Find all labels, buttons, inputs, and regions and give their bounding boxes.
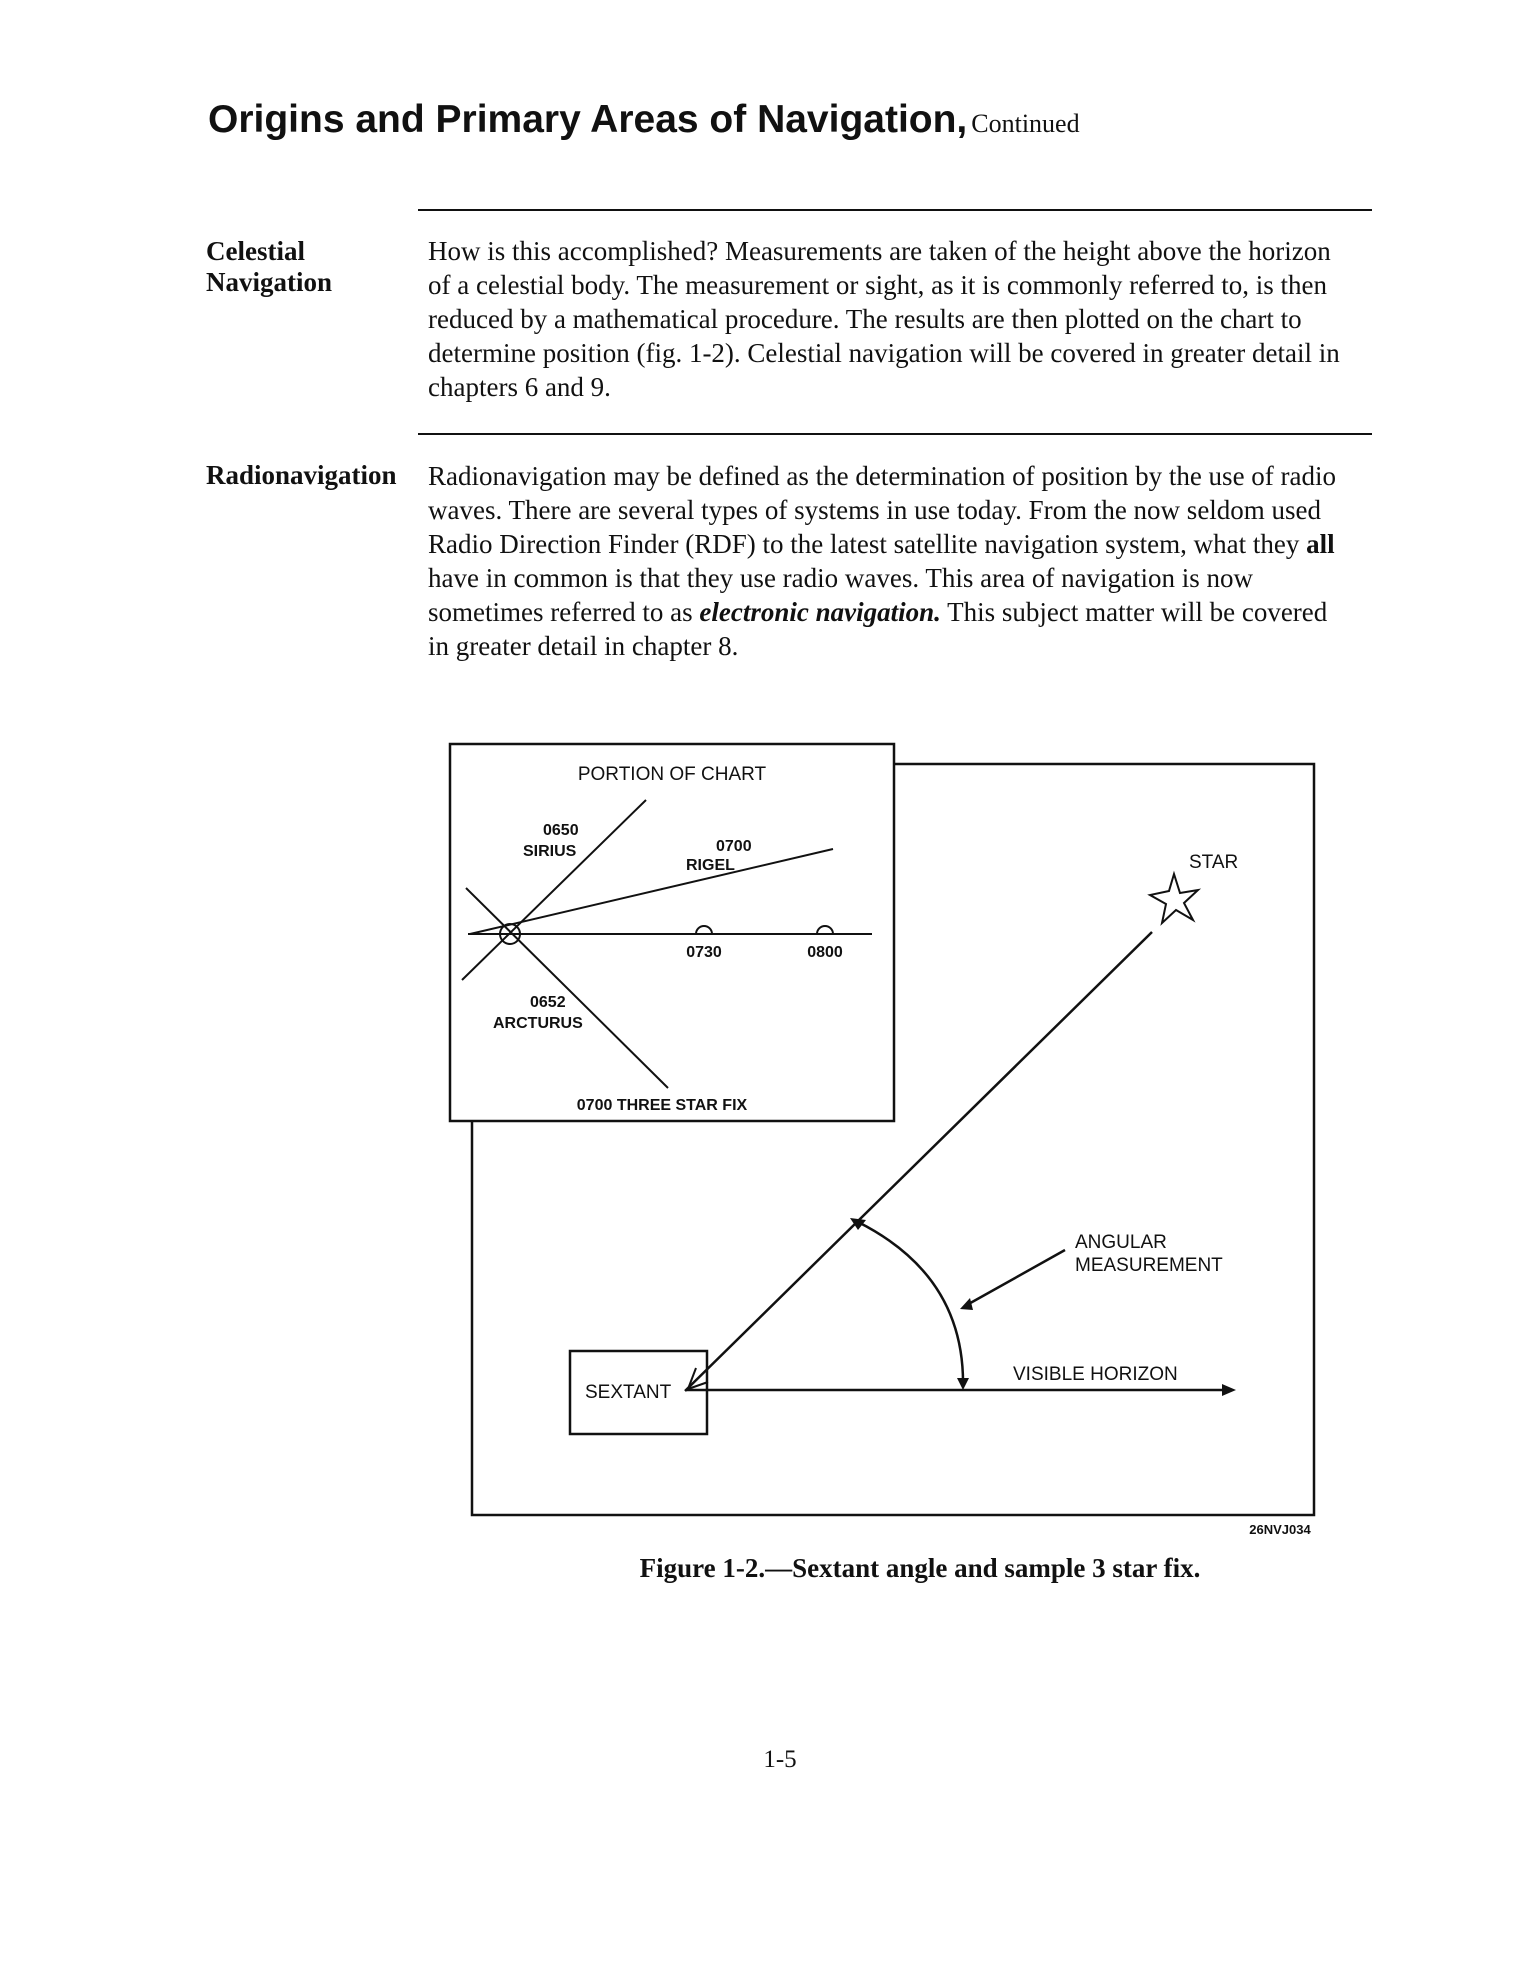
time-0800: 0800 bbox=[807, 944, 843, 961]
section-divider bbox=[418, 209, 1372, 211]
page-title-main: Origins and Primary Areas of Navigation, bbox=[208, 98, 968, 141]
angular-label-2: MEASUREMENT bbox=[1075, 1255, 1223, 1276]
horizon-arrowhead bbox=[1222, 1384, 1236, 1396]
celestial-paragraph bbox=[428, 234, 1344, 404]
section-heading-celestial bbox=[206, 236, 332, 298]
sextant-figure bbox=[440, 740, 1400, 1550]
arcturus-label: ARCTURUS bbox=[493, 1015, 583, 1032]
sirius-label: SIRIUS bbox=[523, 843, 577, 860]
section-heading-radionavigation bbox=[206, 460, 397, 491]
pointer-arrowhead bbox=[960, 1298, 973, 1310]
arc-arrowhead-bottom bbox=[957, 1378, 969, 1390]
paragraph-text bbox=[428, 459, 1344, 663]
page-title-continued: Continued bbox=[971, 109, 1080, 138]
page-title bbox=[208, 98, 1080, 142]
page-number: 1-5 bbox=[763, 1746, 797, 1773]
angle-arc bbox=[858, 1222, 963, 1387]
sirius-time: 0650 bbox=[543, 822, 579, 839]
heading-line: Celestial bbox=[206, 236, 305, 266]
fix-label: 0700 THREE STAR FIX bbox=[576, 1097, 748, 1114]
figure-code: 26NVJ034 bbox=[1249, 1522, 1311, 1537]
star-icon bbox=[1150, 874, 1198, 923]
horizon-label: VISIBLE HORIZON bbox=[1013, 1364, 1178, 1385]
arcturus-time: 0652 bbox=[530, 994, 566, 1011]
figure-caption: Figure 1-2.—Sextant angle and sample 3 star fix. bbox=[639, 1553, 1201, 1583]
rigel-label: RIGEL bbox=[686, 857, 735, 874]
heading-line: Radionavigation bbox=[206, 460, 397, 490]
text-run: have in common is that they use radio waves. This area of navigation is now sometimes referred to as bbox=[428, 563, 1254, 627]
section-divider bbox=[418, 433, 1372, 435]
time-0730: 0730 bbox=[686, 944, 722, 961]
chart-inset bbox=[450, 744, 894, 1121]
text-run: This subject matter will be covered in greater detail in chapter 8. bbox=[428, 597, 1328, 661]
rigel-time: 0700 bbox=[716, 838, 752, 855]
radionavigation-paragraph bbox=[428, 459, 1344, 663]
paragraph-text: How is this accomplished? Measurements are taken of the height above the horizon of a celestial body. The measurement or sight, as it is commonly referred to, is then reduced by a mathematical procedure. The results are then plotted on the chart to determine position (fig. 1-2). Celestial navigation will be covered in greater detail in chapters 6 and 9. bbox=[428, 236, 1340, 402]
inset-title: PORTION OF CHART bbox=[577, 764, 767, 785]
emphasis-bold: all bbox=[1306, 529, 1335, 559]
pointer-line bbox=[965, 1250, 1065, 1306]
emphasis-bold-italic: electronic navigation. bbox=[699, 597, 941, 627]
text-run: Radionavigation may be defined as the determination of position by the use of radio waves. There are several types of systems in use today. From the now seldom used Radio Direction Finder (RDF) to the latest satellite navigation system, what they bbox=[428, 461, 1337, 559]
star-label: STAR bbox=[1189, 852, 1239, 873]
heading-line: Navigation bbox=[206, 267, 333, 297]
sextant-label: SEXTANT bbox=[585, 1382, 672, 1403]
angular-label-1: ANGULAR bbox=[1075, 1232, 1167, 1253]
